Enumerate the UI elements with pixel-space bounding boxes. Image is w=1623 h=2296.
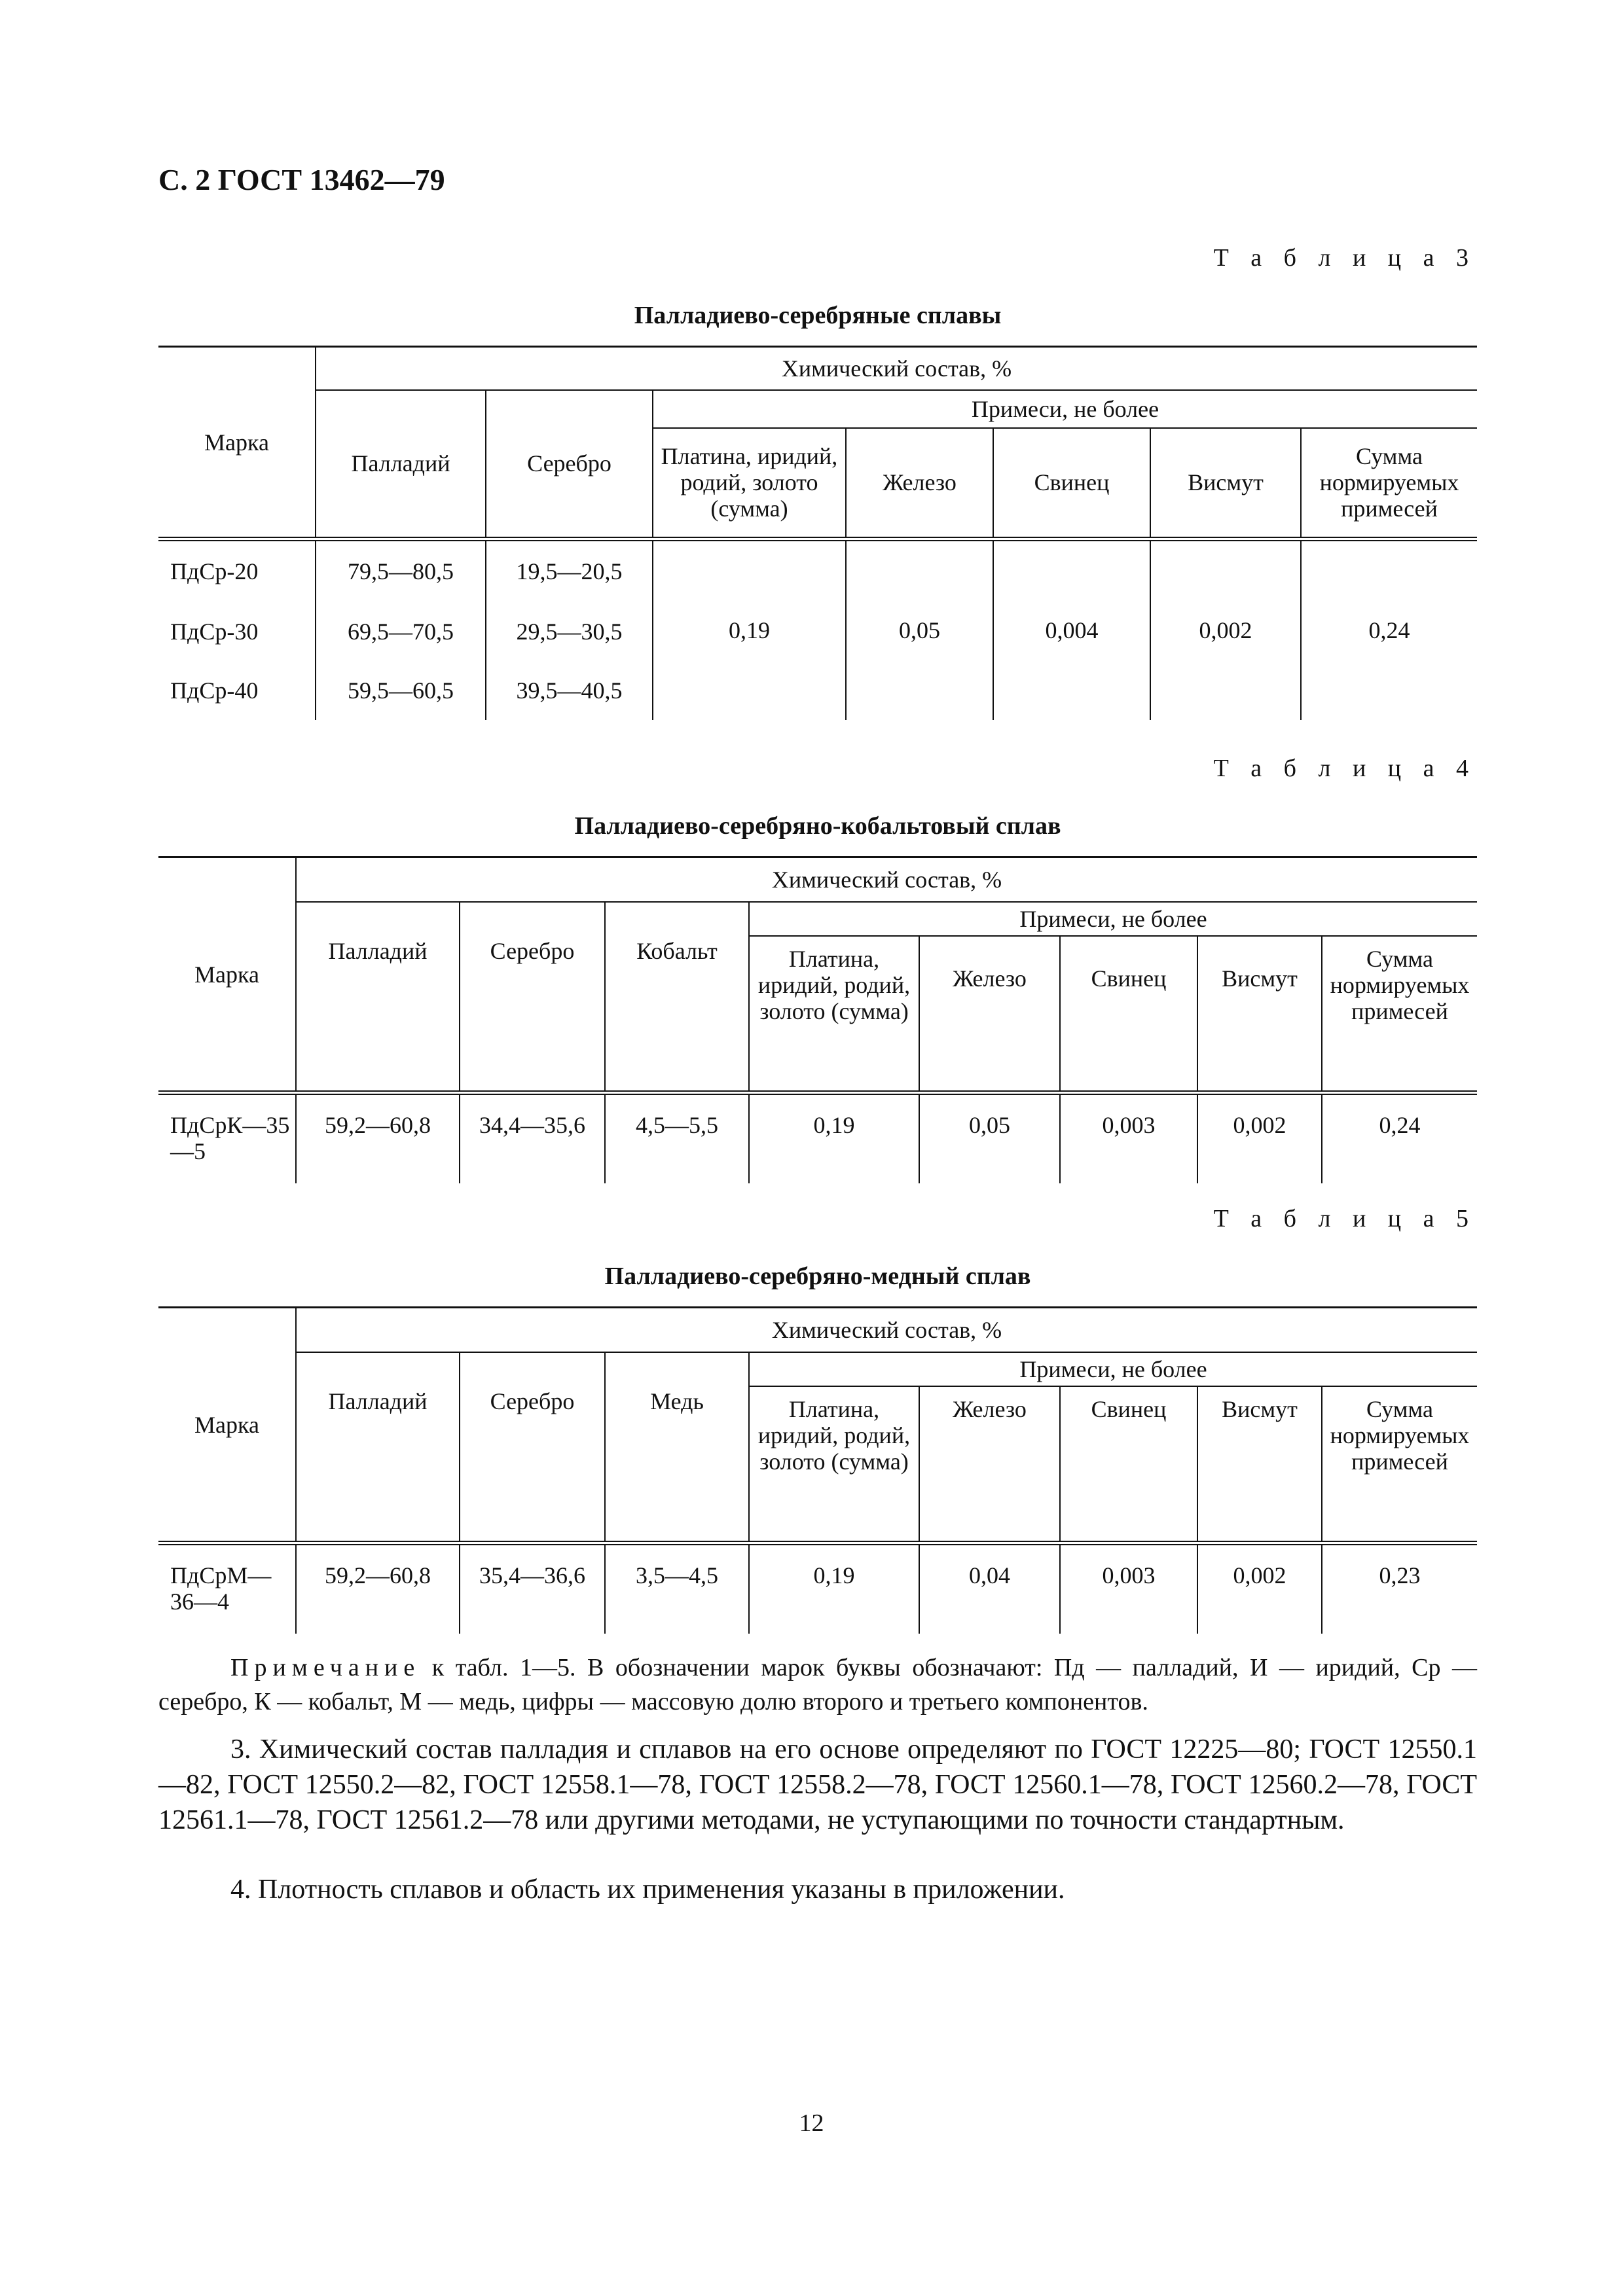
silver-cell: 29,5—30,5 bbox=[486, 602, 653, 661]
sum-impurities-cell: 0,24 bbox=[1301, 539, 1477, 720]
silver-cell: 19,5—20,5 bbox=[486, 539, 653, 602]
col-platinum-group-header: Платина, иридий, родий, золото (сумма) bbox=[749, 1386, 919, 1543]
col-silver-header: Серебро bbox=[460, 902, 605, 1093]
chem-composition-header: Химический состав, % bbox=[296, 1308, 1477, 1352]
col-lead-header: Свинец bbox=[1060, 936, 1197, 1093]
bismuth-cell: 0,002 bbox=[1150, 539, 1301, 720]
table-4-title: Палладиево-серебряно-кобальтовый сплав bbox=[574, 812, 1061, 840]
palladium-cell: 69,5—70,5 bbox=[316, 602, 486, 661]
lead-cell: 0,003 bbox=[1060, 1093, 1197, 1183]
col-bismuth-header: Висмут bbox=[1150, 428, 1301, 539]
col-palladium-header: Палладий bbox=[316, 390, 486, 539]
col-iron-header: Железо bbox=[846, 428, 993, 539]
platinum-group-cell: 0,19 bbox=[749, 1093, 919, 1183]
page-number: 12 bbox=[799, 2109, 824, 2137]
sum-impurities-cell: 0,24 bbox=[1322, 1093, 1477, 1183]
col-sum-impurities-header: Сумма нормируемых примесей bbox=[1322, 936, 1477, 1093]
paragraph-4: 4. Плотность сплавов и область их применения указаны в приложении. bbox=[230, 1874, 1065, 1905]
col-lead-header: Свинец bbox=[993, 428, 1150, 539]
col-silver-header: Серебро bbox=[460, 1352, 605, 1543]
page-header: С. 2 ГОСТ 13462—79 bbox=[158, 163, 445, 196]
iron-cell: 0,05 bbox=[919, 1093, 1060, 1183]
table-5 bbox=[158, 1306, 1477, 1634]
col-mark-header: Марка bbox=[158, 857, 296, 1093]
col-sum-impurities-header: Сумма нормируемых примесей bbox=[1301, 428, 1477, 539]
platinum-group-cell: 0,19 bbox=[749, 1543, 919, 1634]
chem-composition-header: Химический состав, % bbox=[296, 857, 1477, 902]
col-platinum-group-header: Платина, иридий, родий, золото (сумма) bbox=[653, 428, 846, 539]
col-cobalt-header: Кобальт bbox=[605, 902, 749, 1093]
bismuth-cell: 0,002 bbox=[1197, 1093, 1322, 1183]
iron-cell: 0,04 bbox=[919, 1543, 1060, 1634]
silver-cell: 39,5—40,5 bbox=[486, 661, 653, 720]
table-note bbox=[158, 1651, 1477, 1719]
table-3 bbox=[158, 346, 1477, 720]
table-4-number: Т а б л и ц а 4 bbox=[1213, 755, 1476, 782]
table-5-number: Т а б л и ц а 5 bbox=[1213, 1205, 1476, 1232]
lead-cell: 0,004 bbox=[993, 539, 1150, 720]
mark-cell: ПдСр-30 bbox=[158, 602, 316, 661]
impurities-header: Примеси, не более bbox=[749, 902, 1477, 936]
col-copper-header: Медь bbox=[605, 1352, 749, 1543]
table-row bbox=[158, 1543, 1477, 1634]
col-bismuth-header: Висмут bbox=[1197, 1386, 1322, 1543]
impurities-header: Примеси, не более bbox=[653, 390, 1477, 428]
col-palladium-header: Палладий bbox=[296, 1352, 460, 1543]
table-4 bbox=[158, 856, 1477, 1183]
table-row bbox=[158, 539, 1477, 602]
cobalt-cell: 4,5—5,5 bbox=[605, 1093, 749, 1183]
mark-cell: ПдСр-40 bbox=[158, 661, 316, 720]
chem-composition-header: Химический состав, % bbox=[316, 347, 1477, 390]
copper-cell: 3,5—4,5 bbox=[605, 1543, 749, 1634]
lead-cell: 0,003 bbox=[1060, 1543, 1197, 1634]
table-3-number: Т а б л и ц а 3 bbox=[1213, 244, 1476, 272]
col-palladium-header: Палладий bbox=[296, 902, 460, 1093]
col-mark-header: Марка bbox=[158, 347, 316, 539]
note-text: к табл. 1—5. В обозначении марок буквы обозначают: Пд — палладий, И — иридий, Ср — серебро, К — кобальт, М — медь, цифры — массовую долю второго и третьего компонентов. bbox=[158, 1654, 1477, 1715]
palladium-cell: 59,2—60,8 bbox=[296, 1543, 460, 1634]
palladium-cell: 79,5—80,5 bbox=[316, 539, 486, 602]
col-iron-header: Железо bbox=[919, 1386, 1060, 1543]
table-5-title: Палладиево-серебряно-медный сплав bbox=[604, 1263, 1031, 1290]
silver-cell: 35,4—36,6 bbox=[460, 1543, 605, 1634]
mark-cell: ПдСрМ—36—4 bbox=[158, 1543, 296, 1634]
table-3-title: Палладиево-серебряные сплавы bbox=[634, 302, 1002, 329]
col-sum-impurities-header: Сумма нормируемых примесей bbox=[1322, 1386, 1477, 1543]
silver-cell: 34,4—35,6 bbox=[460, 1093, 605, 1183]
impurities-header: Примеси, не более bbox=[749, 1352, 1477, 1386]
platinum-group-cell: 0,19 bbox=[653, 539, 846, 720]
mark-cell: ПдСр-20 bbox=[158, 539, 316, 602]
palladium-cell: 59,5—60,5 bbox=[316, 661, 486, 720]
iron-cell: 0,05 bbox=[846, 539, 993, 720]
col-silver-header: Серебро bbox=[486, 390, 653, 539]
note-label: Примечание bbox=[230, 1654, 421, 1681]
bismuth-cell: 0,002 bbox=[1197, 1543, 1322, 1634]
palladium-cell: 59,2—60,8 bbox=[296, 1093, 460, 1183]
table-row bbox=[158, 1093, 1477, 1183]
col-mark-header: Марка bbox=[158, 1308, 296, 1543]
col-platinum-group-header: Платина, иридий, родий, золото (сумма) bbox=[749, 936, 919, 1093]
paragraph-3: 3. Химический состав палладия и сплавов на его основе определяют по ГОСТ 12225—80; ГОСТ 12550.1—82, ГОСТ 12550.2—82, ГОСТ 12558.1—78, ГОСТ 12558.2—78, ГОСТ 12560.1—78, ГОСТ 12560.2—78, ГОСТ 12561.1—78, ГОСТ 12561.2—78 или другими методами, не уступающими по точности стандартным. bbox=[158, 1734, 1477, 1835]
col-iron-header: Железо bbox=[919, 936, 1060, 1093]
col-lead-header: Свинец bbox=[1060, 1386, 1197, 1543]
col-bismuth-header: Висмут bbox=[1197, 936, 1322, 1093]
mark-cell: ПдСрК—35—5 bbox=[158, 1093, 296, 1183]
sum-impurities-cell: 0,23 bbox=[1322, 1543, 1477, 1634]
